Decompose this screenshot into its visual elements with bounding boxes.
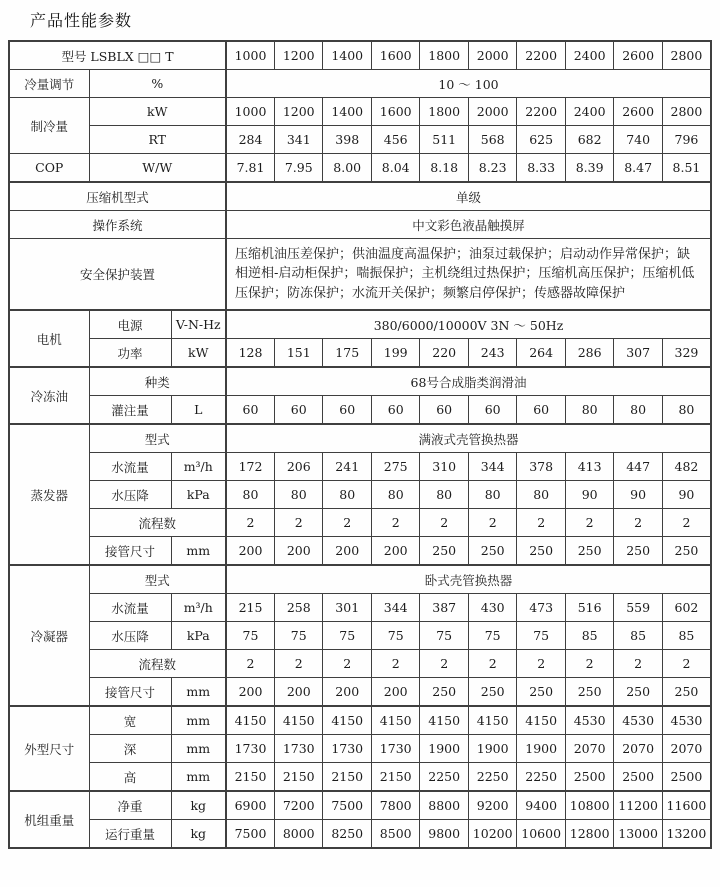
cooling-adjust-row-cell-2: 10 ～ 100 — [226, 70, 711, 98]
cop-row-cell-1: W/W — [89, 154, 226, 183]
cop-row-cell-5: 8.04 — [371, 154, 419, 183]
cop-row-cell-4: 8.00 — [323, 154, 371, 183]
dimension-depth-row-label: 深 — [89, 735, 171, 763]
model-row-cell-7: 2200 — [517, 41, 565, 70]
operating-system-row-label: 操作系统 — [9, 211, 226, 239]
evaporator-pressure-drop-row — [9, 481, 711, 509]
dimension-depth-row-cell-6: 1900 — [420, 735, 468, 763]
dimension-width-row-label: 外型尺寸 — [9, 706, 89, 791]
motor-power-row-cell-7: 243 — [468, 339, 516, 368]
evaporator-pipe-size-row-cell-10: 250 — [614, 537, 662, 566]
evaporator-flow-row-cell-4: 241 — [323, 453, 371, 481]
evaporator-flow-row-cell-1: m³/h — [171, 453, 226, 481]
model-row-cell-9: 2600 — [614, 41, 662, 70]
model-row-cell-8: 2400 — [565, 41, 613, 70]
dimension-height-row-cell-4: 2150 — [323, 763, 371, 792]
dimension-depth-row-cell-3: 1730 — [275, 735, 323, 763]
dimension-width-row-cell-9: 4150 — [517, 706, 565, 735]
model-row-cell-2: 1200 — [275, 41, 323, 70]
capacity-rt-row-cell-5: 511 — [420, 126, 468, 154]
oil-type-row-cell-2: 68号合成脂类润滑油 — [226, 367, 711, 396]
capacity-rt-row-cell-4: 456 — [371, 126, 419, 154]
capacity-kw-row-cell-7: 2000 — [468, 98, 516, 126]
cop-row-cell-7: 8.23 — [468, 154, 516, 183]
evaporator-flow-row-label: 水流量 — [89, 453, 171, 481]
cooling-adjust-row — [9, 70, 711, 98]
dimension-height-row-cell-9: 2500 — [565, 763, 613, 792]
oil-charge-row-cell-9: 80 — [565, 396, 613, 425]
evaporator-passes-row-cell-3: 2 — [323, 509, 371, 537]
condenser-pipe-size-row-cell-3: 200 — [275, 678, 323, 707]
evaporator-pipe-size-row-label: 接管尺寸 — [89, 537, 171, 566]
evaporator-flow-row-cell-9: 413 — [565, 453, 613, 481]
evaporator-pipe-size-row-cell-4: 200 — [323, 537, 371, 566]
dimension-depth-row-cell-7: 1900 — [468, 735, 516, 763]
condenser-flow-row-cell-8: 473 — [517, 594, 565, 622]
condenser-flow-row-cell-5: 344 — [371, 594, 419, 622]
condenser-pressure-drop-row-cell-8: 75 — [517, 622, 565, 650]
oil-charge-row-cell-6: 60 — [420, 396, 468, 425]
capacity-kw-row-cell-10: 2600 — [614, 98, 662, 126]
dimension-depth-row-cell-2: 1730 — [226, 735, 274, 763]
motor-power-row-cell-10: 307 — [614, 339, 662, 368]
evaporator-passes-row-label: 流程数 — [89, 509, 226, 537]
condenser-pressure-drop-row-cell-11: 85 — [662, 622, 711, 650]
condenser-flow-row — [9, 594, 711, 622]
condenser-pipe-size-row-cell-5: 200 — [371, 678, 419, 707]
evaporator-flow-row-cell-7: 344 — [468, 453, 516, 481]
dimension-height-row-cell-2: 2150 — [226, 763, 274, 792]
condenser-pipe-size-row-cell-2: 200 — [226, 678, 274, 707]
capacity-kw-row-cell-8: 2200 — [517, 98, 565, 126]
capacity-kw-row-cell-4: 1400 — [323, 98, 371, 126]
capacity-kw-row-cell-1: kW — [89, 98, 226, 126]
evaporator-pipe-size-row-cell-11: 250 — [662, 537, 711, 566]
cop-row-cell-11: 8.51 — [662, 154, 711, 183]
oil-charge-row-cell-7: 60 — [468, 396, 516, 425]
dimension-depth-row-cell-5: 1730 — [371, 735, 419, 763]
capacity-kw-row-label: 制冷量 — [9, 98, 89, 154]
dimension-depth-row-cell-8: 1900 — [517, 735, 565, 763]
condenser-type-row-cell-1: 型式 — [89, 565, 226, 594]
evaporator-flow-row-cell-3: 206 — [275, 453, 323, 481]
weight-operating-row-cell-7: 10200 — [468, 820, 516, 849]
evaporator-passes-row-cell-4: 2 — [371, 509, 419, 537]
dimension-width-row-cell-4: 4150 — [275, 706, 323, 735]
dimension-width-row-cell-10: 4530 — [565, 706, 613, 735]
weight-operating-row-cell-11: 13200 — [662, 820, 711, 849]
condenser-passes-row-cell-3: 2 — [323, 650, 371, 678]
dimension-height-row-cell-1: mm — [171, 763, 226, 792]
compressor-type-row-label: 压缩机型式 — [9, 182, 226, 211]
capacity-rt-row-cell-1: 284 — [226, 126, 274, 154]
oil-charge-row-cell-2: 60 — [226, 396, 274, 425]
operating-system-row-cell-1: 中文彩色液晶触摸屏 — [226, 211, 711, 239]
motor-supply-row-cell-3: 380/6000/10000V 3N ～ 50Hz — [226, 310, 711, 339]
weight-net-row-cell-4: 7200 — [275, 791, 323, 820]
condenser-pipe-size-row-cell-1: mm — [171, 678, 226, 707]
capacity-rt-row-cell-3: 398 — [323, 126, 371, 154]
condenser-flow-row-cell-1: m³/h — [171, 594, 226, 622]
cop-row-cell-3: 7.95 — [275, 154, 323, 183]
condenser-passes-row-cell-8: 2 — [565, 650, 613, 678]
condenser-pressure-drop-row-cell-5: 75 — [371, 622, 419, 650]
dimension-depth-row-cell-4: 1730 — [323, 735, 371, 763]
dimension-height-row-cell-10: 2500 — [614, 763, 662, 792]
motor-power-row — [9, 339, 711, 368]
weight-operating-row-cell-2: 7500 — [226, 820, 274, 849]
evaporator-pressure-drop-row-cell-6: 80 — [420, 481, 468, 509]
capacity-rt-row-cell-2: 341 — [275, 126, 323, 154]
model-row-cell-3: 1400 — [323, 41, 371, 70]
capacity-kw-row-cell-5: 1600 — [371, 98, 419, 126]
oil-type-row-cell-1: 种类 — [89, 367, 226, 396]
capacity-rt-row-cell-6: 568 — [468, 126, 516, 154]
condenser-flow-row-cell-7: 430 — [468, 594, 516, 622]
condenser-passes-row-cell-6: 2 — [468, 650, 516, 678]
cop-row-label: COP — [9, 154, 89, 183]
motor-power-row-cell-9: 286 — [565, 339, 613, 368]
weight-net-row-cell-9: 9400 — [517, 791, 565, 820]
oil-type-row — [9, 367, 711, 396]
condenser-flow-row-cell-2: 215 — [226, 594, 274, 622]
condenser-passes-row-cell-7: 2 — [517, 650, 565, 678]
weight-operating-row-cell-6: 9800 — [420, 820, 468, 849]
motor-power-row-cell-4: 175 — [323, 339, 371, 368]
condenser-pipe-size-row-cell-9: 250 — [565, 678, 613, 707]
evaporator-passes-row-cell-1: 2 — [226, 509, 274, 537]
condenser-pressure-drop-row-cell-6: 75 — [420, 622, 468, 650]
dimension-width-row-cell-5: 4150 — [323, 706, 371, 735]
condenser-pressure-drop-row-cell-7: 75 — [468, 622, 516, 650]
evaporator-passes-row — [9, 509, 711, 537]
motor-power-row-cell-5: 199 — [371, 339, 419, 368]
evaporator-flow-row-cell-8: 378 — [517, 453, 565, 481]
capacity-rt-row-cell-7: 625 — [517, 126, 565, 154]
evaporator-passes-row-cell-9: 2 — [614, 509, 662, 537]
condenser-pressure-drop-row-cell-1: kPa — [171, 622, 226, 650]
evaporator-pipe-size-row-cell-2: 200 — [226, 537, 274, 566]
motor-supply-row-cell-1: 电源 — [89, 310, 171, 339]
condenser-passes-row-label: 流程数 — [89, 650, 226, 678]
oil-charge-row-cell-3: 60 — [275, 396, 323, 425]
evaporator-flow-row-cell-11: 482 — [662, 453, 711, 481]
weight-operating-row-cell-3: 8000 — [275, 820, 323, 849]
weight-net-row-cell-8: 9200 — [468, 791, 516, 820]
evaporator-flow-row — [9, 453, 711, 481]
weight-net-row-cell-7: 8800 — [420, 791, 468, 820]
dimension-height-row-label: 高 — [89, 763, 171, 792]
dimension-height-row-cell-3: 2150 — [275, 763, 323, 792]
model-row-cell-6: 2000 — [468, 41, 516, 70]
motor-power-row-cell-8: 264 — [517, 339, 565, 368]
dimension-width-row-cell-11: 4530 — [614, 706, 662, 735]
condenser-flow-row-cell-6: 387 — [420, 594, 468, 622]
capacity-kw-row — [9, 98, 711, 126]
cop-row — [9, 154, 711, 183]
dimension-depth-row — [9, 735, 711, 763]
evaporator-passes-row-cell-5: 2 — [420, 509, 468, 537]
evaporator-pressure-drop-row-cell-5: 80 — [371, 481, 419, 509]
capacity-kw-row-cell-11: 2800 — [662, 98, 711, 126]
condenser-passes-row-cell-9: 2 — [614, 650, 662, 678]
dimension-depth-row-cell-9: 2070 — [565, 735, 613, 763]
oil-charge-row-label: 灌注量 — [89, 396, 171, 425]
safety-protection-row-cell-1: 压缩机油压差保护；供油温度高温保护；油泵过载保护；启动动作异常保护；缺相逆相-启动柜保护；喘振保护；主机绕组过热保护；压缩机高压保护；压缩机低压保护；防冻保护；水流开关保护；频繁启停保护；传感器故障保护 — [226, 239, 711, 311]
evaporator-passes-row-cell-10: 2 — [662, 509, 711, 537]
oil-type-row-label: 冷冻油 — [9, 367, 89, 424]
dimension-height-row-cell-7: 2250 — [468, 763, 516, 792]
dimension-width-row-cell-3: 4150 — [226, 706, 274, 735]
cop-row-cell-2: 7.81 — [226, 154, 274, 183]
dimension-width-row — [9, 706, 711, 735]
weight-operating-row-label: 运行重量 — [89, 820, 171, 849]
dimension-depth-row-cell-1: mm — [171, 735, 226, 763]
oil-charge-row-cell-11: 80 — [662, 396, 711, 425]
compressor-type-row-cell-1: 单级 — [226, 182, 711, 211]
condenser-type-row-label: 冷凝器 — [9, 565, 89, 706]
weight-operating-row-cell-8: 10600 — [517, 820, 565, 849]
condenser-pipe-size-row-cell-4: 200 — [323, 678, 371, 707]
evaporator-pressure-drop-row-label: 水压降 — [89, 481, 171, 509]
evaporator-pipe-size-row-cell-7: 250 — [468, 537, 516, 566]
motor-power-row-label: 功率 — [89, 339, 171, 368]
evaporator-pressure-drop-row-cell-4: 80 — [323, 481, 371, 509]
capacity-rt-row-cell-8: 682 — [565, 126, 613, 154]
evaporator-pressure-drop-row-cell-3: 80 — [275, 481, 323, 509]
evaporator-pressure-drop-row-cell-11: 90 — [662, 481, 711, 509]
dimension-width-row-cell-2: mm — [171, 706, 226, 735]
condenser-pressure-drop-row-label: 水压降 — [89, 622, 171, 650]
condenser-pipe-size-row-cell-8: 250 — [517, 678, 565, 707]
dimension-depth-row-cell-10: 2070 — [614, 735, 662, 763]
model-row-cell-4: 1600 — [371, 41, 419, 70]
condenser-type-row-cell-2: 卧式壳管换热器 — [226, 565, 711, 594]
capacity-rt-row — [9, 126, 711, 154]
safety-protection-row-label: 安全保护装置 — [9, 239, 226, 311]
cop-row-cell-9: 8.39 — [565, 154, 613, 183]
condenser-passes-row-cell-1: 2 — [226, 650, 274, 678]
weight-net-row-cell-5: 7500 — [323, 791, 371, 820]
condenser-passes-row-cell-5: 2 — [420, 650, 468, 678]
capacity-rt-row-cell-9: 740 — [614, 126, 662, 154]
weight-net-row-cell-12: 11600 — [662, 791, 711, 820]
evaporator-flow-row-cell-10: 447 — [614, 453, 662, 481]
condenser-pipe-size-row-cell-11: 250 — [662, 678, 711, 707]
evaporator-passes-row-cell-7: 2 — [517, 509, 565, 537]
weight-net-row-cell-3: 6900 — [226, 791, 274, 820]
evaporator-pipe-size-row-cell-5: 200 — [371, 537, 419, 566]
condenser-flow-row-cell-3: 258 — [275, 594, 323, 622]
oil-charge-row-cell-1: L — [171, 396, 226, 425]
capacity-rt-row-cell-10: 796 — [662, 126, 711, 154]
cop-row-cell-8: 8.33 — [517, 154, 565, 183]
model-row-label: 型号 LSBLX □□ T — [9, 41, 226, 70]
condenser-flow-row-cell-4: 301 — [323, 594, 371, 622]
evaporator-type-row — [9, 424, 711, 453]
weight-net-row-cell-2: kg — [171, 791, 226, 820]
weight-net-row — [9, 791, 711, 820]
evaporator-pressure-drop-row-cell-9: 90 — [565, 481, 613, 509]
condenser-pipe-size-row — [9, 678, 711, 707]
evaporator-flow-row-cell-2: 172 — [226, 453, 274, 481]
weight-net-row-cell-11: 11200 — [614, 791, 662, 820]
oil-charge-row-cell-10: 80 — [614, 396, 662, 425]
oil-charge-row-cell-8: 60 — [517, 396, 565, 425]
condenser-pressure-drop-row-cell-3: 75 — [275, 622, 323, 650]
evaporator-type-row-cell-2: 满液式壳管换热器 — [226, 424, 711, 453]
oil-charge-row-cell-5: 60 — [371, 396, 419, 425]
cooling-adjust-row-label: 冷量调节 — [9, 70, 89, 98]
cooling-adjust-row-cell-1: % — [89, 70, 226, 98]
condenser-flow-row-label: 水流量 — [89, 594, 171, 622]
condenser-passes-row-cell-2: 2 — [275, 650, 323, 678]
dimension-height-row — [9, 763, 711, 792]
evaporator-passes-row-cell-2: 2 — [275, 509, 323, 537]
evaporator-pipe-size-row-cell-6: 250 — [420, 537, 468, 566]
evaporator-type-row-cell-1: 型式 — [89, 424, 226, 453]
model-row-cell-10: 2800 — [662, 41, 711, 70]
dimension-width-row-cell-7: 4150 — [420, 706, 468, 735]
condenser-pressure-drop-row-cell-4: 75 — [323, 622, 371, 650]
weight-net-row-cell-1: 净重 — [89, 791, 171, 820]
model-row-cell-1: 1000 — [226, 41, 274, 70]
capacity-rt-row-label: RT — [89, 126, 226, 154]
evaporator-pipe-size-row-cell-3: 200 — [275, 537, 323, 566]
weight-net-row-label: 机组重量 — [9, 791, 89, 848]
weight-operating-row-cell-10: 13000 — [614, 820, 662, 849]
condenser-passes-row — [9, 650, 711, 678]
cop-row-cell-6: 8.18 — [420, 154, 468, 183]
condenser-passes-row-cell-4: 2 — [371, 650, 419, 678]
condenser-flow-row-cell-11: 602 — [662, 594, 711, 622]
evaporator-pressure-drop-row-cell-1: kPa — [171, 481, 226, 509]
evaporator-pressure-drop-row-cell-8: 80 — [517, 481, 565, 509]
capacity-kw-row-cell-2: 1000 — [226, 98, 274, 126]
weight-operating-row — [9, 820, 711, 849]
motor-power-row-cell-6: 220 — [420, 339, 468, 368]
oil-charge-row-cell-4: 60 — [323, 396, 371, 425]
condenser-flow-row-cell-10: 559 — [614, 594, 662, 622]
operating-system-row — [9, 211, 711, 239]
weight-operating-row-cell-1: kg — [171, 820, 226, 849]
condenser-type-row — [9, 565, 711, 594]
evaporator-pipe-size-row-cell-9: 250 — [565, 537, 613, 566]
motor-power-row-cell-3: 151 — [275, 339, 323, 368]
condenser-pressure-drop-row-cell-9: 85 — [565, 622, 613, 650]
motor-power-row-cell-11: 329 — [662, 339, 711, 368]
condenser-pipe-size-row-cell-6: 250 — [420, 678, 468, 707]
condenser-pressure-drop-row-cell-10: 85 — [614, 622, 662, 650]
dimension-height-row-cell-11: 2500 — [662, 763, 711, 792]
model-row — [9, 41, 711, 70]
dimension-height-row-cell-5: 2150 — [371, 763, 419, 792]
evaporator-type-row-label: 蒸发器 — [9, 424, 89, 565]
evaporator-pressure-drop-row-cell-10: 90 — [614, 481, 662, 509]
weight-net-row-cell-6: 7800 — [371, 791, 419, 820]
weight-operating-row-cell-9: 12800 — [565, 820, 613, 849]
oil-charge-row — [9, 396, 711, 425]
spec-table-body — [9, 41, 711, 848]
dimension-depth-row-cell-11: 2070 — [662, 735, 711, 763]
evaporator-pipe-size-row — [9, 537, 711, 566]
spec-table — [8, 40, 712, 849]
condenser-pressure-drop-row — [9, 622, 711, 650]
evaporator-flow-row-cell-5: 275 — [371, 453, 419, 481]
condenser-passes-row-cell-10: 2 — [662, 650, 711, 678]
compressor-type-row — [9, 182, 711, 211]
dimension-width-row-cell-12: 4530 — [662, 706, 711, 735]
capacity-kw-row-cell-6: 1800 — [420, 98, 468, 126]
condenser-pipe-size-row-cell-10: 250 — [614, 678, 662, 707]
condenser-pipe-size-row-cell-7: 250 — [468, 678, 516, 707]
page-title: 产品性能参数 — [30, 11, 133, 30]
evaporator-flow-row-cell-6: 310 — [420, 453, 468, 481]
weight-operating-row-cell-4: 8250 — [323, 820, 371, 849]
dimension-height-row-cell-6: 2250 — [420, 763, 468, 792]
dimension-width-row-cell-8: 4150 — [468, 706, 516, 735]
capacity-kw-row-cell-9: 2400 — [565, 98, 613, 126]
evaporator-pipe-size-row-cell-1: mm — [171, 537, 226, 566]
motor-power-row-cell-1: kW — [171, 339, 226, 368]
motor-supply-row — [9, 310, 711, 339]
safety-protection-row — [9, 239, 711, 311]
dimension-width-row-cell-6: 4150 — [371, 706, 419, 735]
dimension-width-row-cell-1: 宽 — [89, 706, 171, 735]
condenser-pressure-drop-row-cell-2: 75 — [226, 622, 274, 650]
model-row-cell-5: 1800 — [420, 41, 468, 70]
dimension-height-row-cell-8: 2250 — [517, 763, 565, 792]
weight-net-row-cell-10: 10800 — [565, 791, 613, 820]
cop-row-cell-10: 8.47 — [614, 154, 662, 183]
evaporator-pressure-drop-row-cell-7: 80 — [468, 481, 516, 509]
condenser-flow-row-cell-9: 516 — [565, 594, 613, 622]
motor-supply-row-cell-2: V-N-Hz — [171, 310, 226, 339]
evaporator-passes-row-cell-8: 2 — [565, 509, 613, 537]
condenser-pipe-size-row-label: 接管尺寸 — [89, 678, 171, 707]
motor-supply-row-label: 电机 — [9, 310, 89, 367]
capacity-kw-row-cell-3: 1200 — [275, 98, 323, 126]
motor-power-row-cell-2: 128 — [226, 339, 274, 368]
evaporator-pipe-size-row-cell-8: 250 — [517, 537, 565, 566]
weight-operating-row-cell-5: 8500 — [371, 820, 419, 849]
evaporator-pressure-drop-row-cell-2: 80 — [226, 481, 274, 509]
evaporator-passes-row-cell-6: 2 — [468, 509, 516, 537]
